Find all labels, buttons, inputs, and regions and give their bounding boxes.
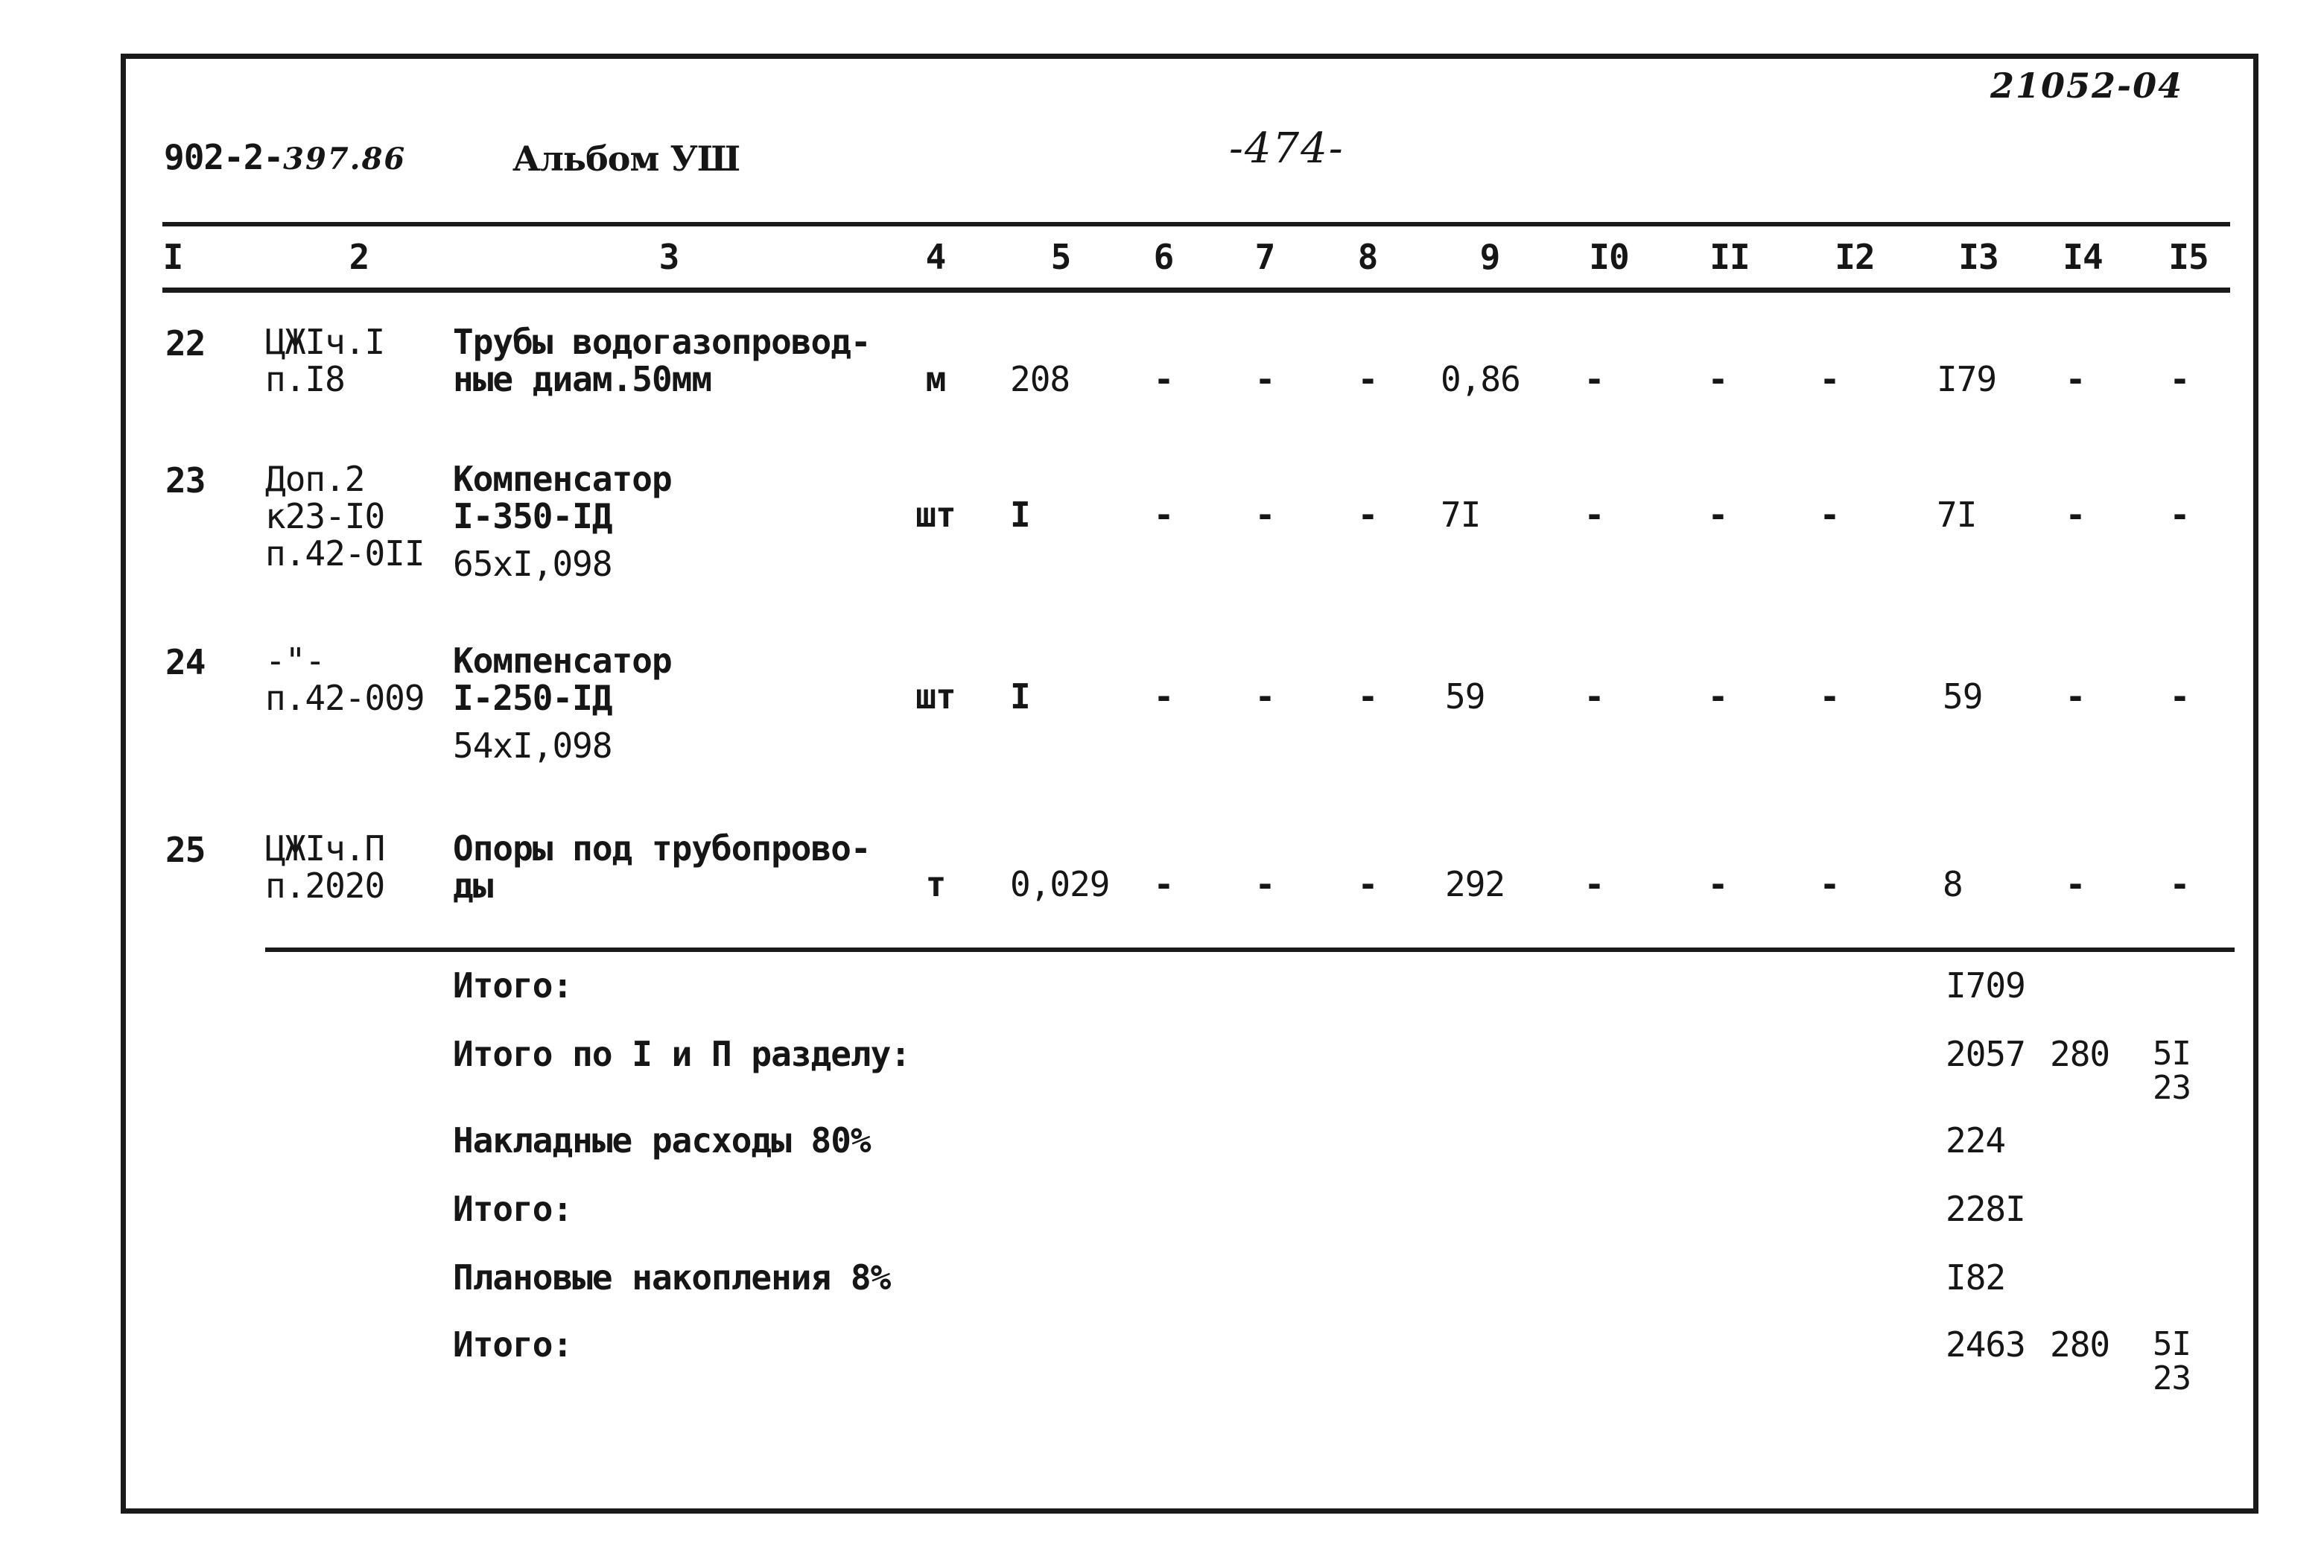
summary-label: Плановые накопления 8% — [453, 1257, 891, 1298]
reference-line: Доп.2 — [265, 459, 365, 499]
col7-cell: - — [1254, 495, 1275, 535]
col6-cell: - — [1153, 495, 1174, 535]
quantity-cell: 0,029 — [1010, 864, 1110, 904]
col14-cell: - — [2065, 495, 2086, 535]
col15-cell: - — [2169, 359, 2190, 399]
price-cell: 0,86 — [1441, 359, 1520, 399]
header-top-rule — [162, 222, 2230, 226]
row-reference — [265, 642, 425, 717]
col14-cell: - — [2065, 864, 2086, 904]
col8-cell: - — [1357, 359, 1378, 399]
col6-cell: - — [1153, 359, 1174, 399]
series-number-handwritten: 397.86 — [283, 142, 407, 177]
col15-cell: - — [2169, 676, 2190, 717]
col12-cell: - — [1819, 495, 1840, 535]
col8-cell: - — [1357, 864, 1378, 904]
col15-cell: - — [2169, 864, 2190, 904]
col10-cell: - — [1584, 864, 1604, 904]
column-header: 8 — [1357, 237, 1378, 277]
summary-total: 224 — [1946, 1120, 2006, 1161]
summary-label: Накладные расходы 80% — [453, 1120, 871, 1161]
column-header: 7 — [1254, 237, 1275, 277]
col15-cell: - — [2169, 495, 2190, 535]
column-header: I4 — [2063, 237, 2103, 277]
col11-cell: - — [1707, 495, 1728, 535]
row-number: 22 — [165, 323, 206, 364]
description-line: Опоры под трубопрово- — [453, 828, 871, 869]
column-header: II — [1709, 237, 1750, 277]
column-header: I0 — [1589, 237, 1629, 277]
summary-col15 — [2153, 1327, 2191, 1396]
description-line: ды — [453, 866, 493, 906]
summary-total: I709 — [1946, 965, 2025, 1006]
description-extra: 54xI,098 — [453, 726, 612, 766]
price-cell: 59 — [1445, 676, 1485, 717]
summary-col14: 280 — [2050, 1034, 2110, 1074]
description-line: Трубы водогазопровод- — [453, 322, 871, 362]
quantity-cell: 208 — [1010, 359, 1070, 399]
col12-cell: - — [1819, 359, 1840, 399]
quantity-cell: I — [1010, 495, 1030, 535]
row-reference — [265, 830, 384, 904]
column-header: 5 — [1050, 237, 1071, 277]
description-line: Компенсатор — [453, 641, 672, 681]
row-description — [453, 642, 672, 717]
price-cell: 292 — [1445, 864, 1505, 904]
row-number: 23 — [165, 460, 206, 501]
description-line: I-250-IД — [453, 678, 612, 718]
row-number: 24 — [165, 642, 206, 682]
total-cell: 8 — [1943, 864, 1963, 904]
row-description — [453, 830, 871, 904]
reference-line: п.I8 — [265, 359, 345, 399]
summary-col15-line: 23 — [2153, 1359, 2191, 1397]
column-header: 2 — [349, 237, 369, 277]
column-header: 6 — [1153, 237, 1174, 277]
summary-label: Итого: — [453, 1189, 573, 1229]
col10-cell: - — [1584, 676, 1604, 717]
column-header: 3 — [658, 237, 679, 277]
summary-col15 — [2153, 1037, 2191, 1105]
price-cell: 7I — [1441, 495, 1481, 535]
reference-line: ЦЖIч.I — [265, 322, 385, 362]
summary-total: 2463 — [1946, 1324, 2025, 1365]
col8-cell: - — [1357, 495, 1378, 535]
row-reference — [265, 323, 384, 398]
unit-cell: м — [925, 359, 946, 399]
col10-cell: - — [1584, 359, 1604, 399]
column-header: 9 — [1479, 237, 1500, 277]
row-description — [453, 323, 871, 398]
quantity-cell: I — [1010, 676, 1030, 717]
summary-label: Итого: — [453, 965, 573, 1006]
summary-label: Итого: — [453, 1324, 573, 1365]
sheet-code: 21052-04 — [1990, 66, 2184, 106]
column-header: I5 — [2168, 237, 2209, 277]
column-header: 4 — [925, 237, 946, 277]
unit-cell: шт — [915, 495, 956, 535]
col6-cell: - — [1153, 864, 1174, 904]
reference-line: п.42-009 — [265, 678, 425, 718]
summary-col15-line: 23 — [2153, 1069, 2191, 1107]
col7-cell: - — [1254, 359, 1275, 399]
summary-col15-line: 5I — [2153, 1035, 2191, 1073]
column-header: I3 — [1958, 237, 1998, 277]
totals-divider — [265, 948, 2235, 952]
description-line: I-350-IД — [453, 496, 612, 536]
total-cell: 7I — [1937, 495, 1977, 535]
reference-line: -"- — [265, 641, 326, 681]
col11-cell: - — [1707, 676, 1728, 717]
summary-total: 228I — [1946, 1189, 2025, 1229]
total-cell: I79 — [1937, 359, 1997, 399]
col8-cell: - — [1357, 676, 1378, 717]
unit-cell: т — [925, 864, 946, 904]
summary-total: 2057 — [1946, 1034, 2025, 1074]
description-line: Компенсатор — [453, 459, 672, 499]
series-number-printed: 902-2- — [164, 137, 284, 177]
description-line: ные диам.50мм — [453, 359, 712, 399]
album-title: Альбом УШ — [512, 139, 740, 179]
reference-line: п.42-0II — [265, 533, 425, 574]
summary-col14: 280 — [2050, 1324, 2110, 1365]
reference-line: к23-I0 — [265, 496, 385, 536]
row-description — [453, 460, 672, 535]
summary-col15-line: 5I — [2153, 1325, 2191, 1363]
col14-cell: - — [2065, 359, 2086, 399]
series-number — [164, 137, 407, 177]
column-header: I2 — [1835, 237, 1875, 277]
page-number: -474- — [1229, 124, 1344, 173]
column-header: I — [162, 237, 183, 277]
summary-label: Итого по I и П разделу: — [453, 1034, 910, 1074]
col7-cell: - — [1254, 864, 1275, 904]
header-bottom-rule — [162, 288, 2230, 293]
unit-cell: шт — [915, 676, 956, 717]
col12-cell: - — [1819, 676, 1840, 717]
row-reference — [265, 460, 425, 572]
row-number: 25 — [165, 830, 206, 870]
col6-cell: - — [1153, 676, 1174, 717]
col14-cell: - — [2065, 676, 2086, 717]
reference-line: п.2020 — [265, 866, 385, 906]
col10-cell: - — [1584, 495, 1604, 535]
col11-cell: - — [1707, 864, 1728, 904]
col7-cell: - — [1254, 676, 1275, 717]
description-extra: 65xI,098 — [453, 544, 612, 584]
col11-cell: - — [1707, 359, 1728, 399]
col12-cell: - — [1819, 864, 1840, 904]
reference-line: ЦЖIч.П — [265, 828, 385, 869]
summary-total: I82 — [1946, 1257, 2006, 1298]
total-cell: 59 — [1943, 676, 1983, 717]
